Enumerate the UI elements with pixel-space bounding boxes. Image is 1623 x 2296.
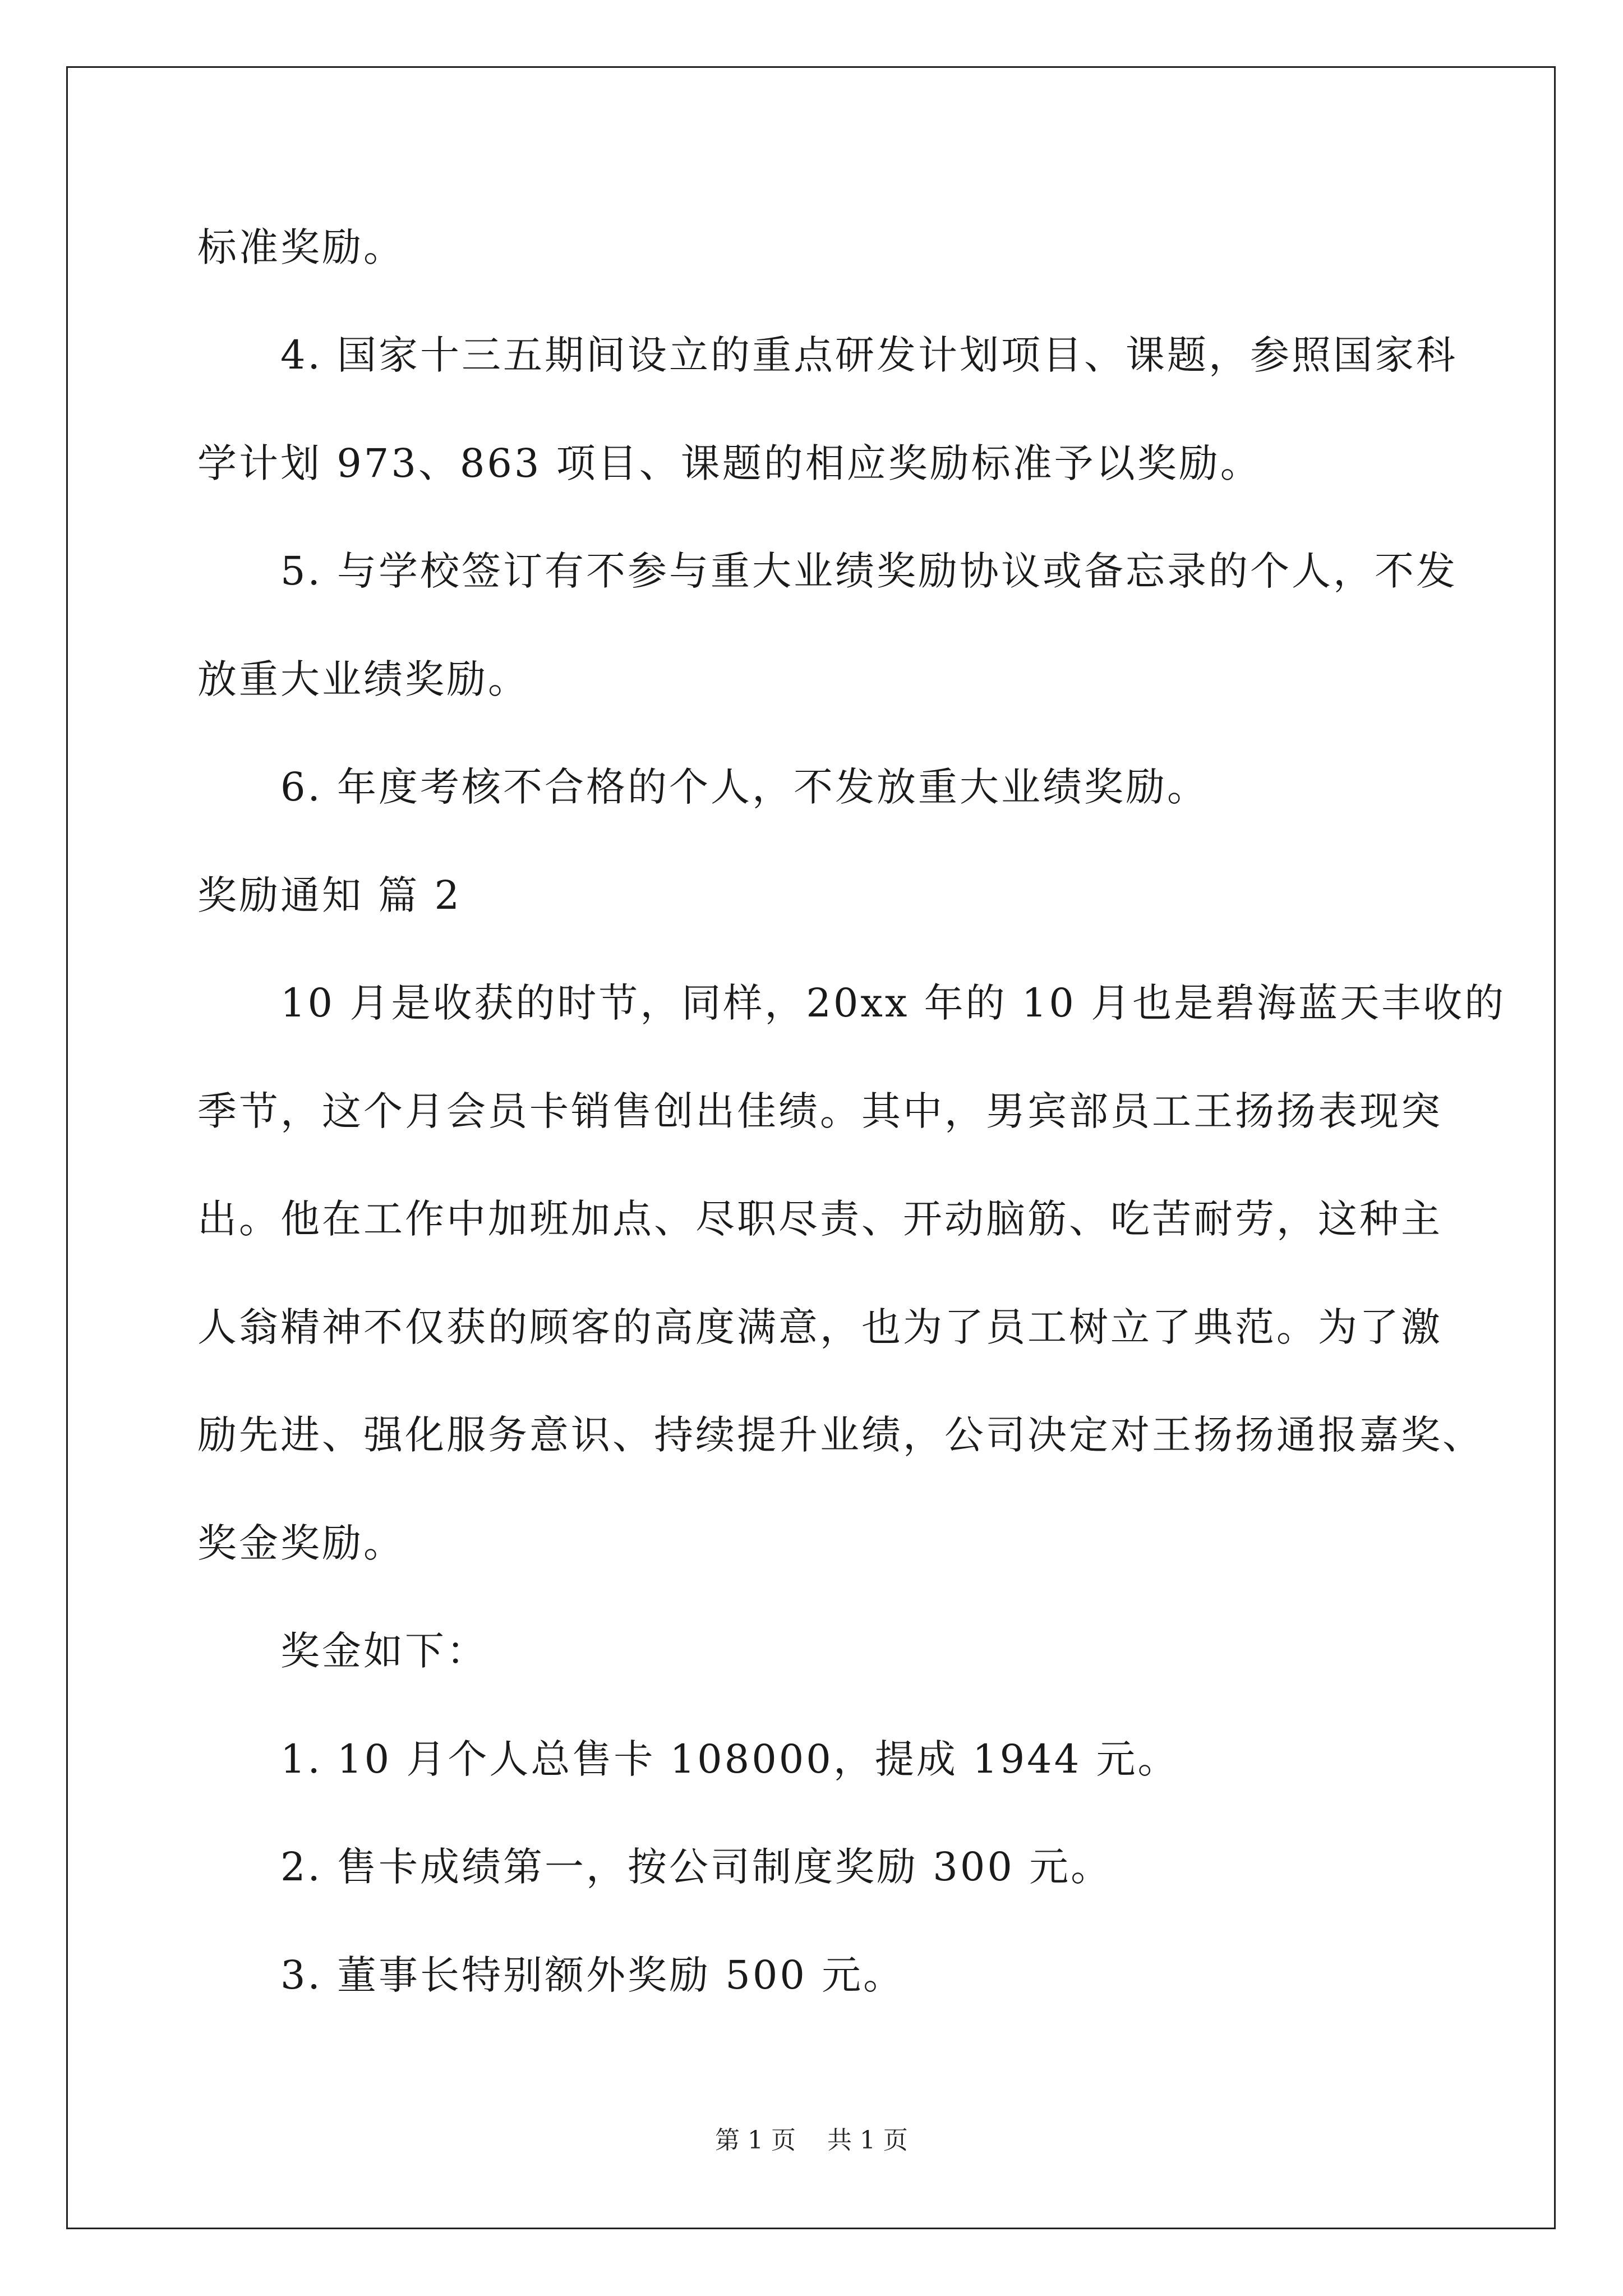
text-line: 奖金如下： [280, 1628, 488, 1674]
page-number: 第 1 页 共 1 页 [715, 2126, 908, 2155]
paragraph-line: 出。他在工作中加班加点、尽职尽责、开动脑筋、吃苦耐劳，这种主 [197, 1196, 1442, 1242]
paragraph-line: 人翁精神不仅获的顾客的高度满意，也为了员工树立了典范。为了激 [197, 1304, 1442, 1350]
list-item: 3. 董事长特别额外奖励 500 元。 [280, 1952, 905, 1998]
text-line: 放重大业绩奖励。 [197, 656, 529, 702]
list-item: 1. 10 月个人总售卡 108000，提成 1944 元。 [280, 1736, 1179, 1782]
text-line: 学计划 973、863 项目、课题的相应奖励标准予以奖励。 [197, 440, 1262, 486]
list-item: 2. 售卡成绩第一，按公司制度奖励 300 元。 [280, 1844, 1113, 1890]
paragraph-line: 季节，这个月会员卡销售创出佳绩。其中，男宾部员工王扬扬表现突 [197, 1088, 1442, 1134]
text-line: 标准奖励。 [197, 224, 405, 270]
list-item: 5. 与学校签订有不参与重大业绩奖励协议或备忘录的个人，不发 [280, 548, 1458, 594]
paragraph-line: 10 月是收获的时节，同样，20xx 年的 10 月也是碧海蓝天丰收的 [280, 980, 1506, 1026]
list-item: 4. 国家十三五期间设立的重点研发计划项目、课题，参照国家科 [280, 332, 1458, 378]
paragraph-line: 奖金奖励。 [197, 1520, 405, 1566]
page-border [66, 66, 1556, 2229]
list-item: 6. 年度考核不合格的个人，不发放重大业绩奖励。 [280, 764, 1209, 810]
paragraph-line: 励先进、强化服务意识、持续提升业绩，公司决定对王扬扬通报嘉奖、 [197, 1412, 1484, 1458]
section-heading: 奖励通知 篇 2 [197, 872, 462, 918]
